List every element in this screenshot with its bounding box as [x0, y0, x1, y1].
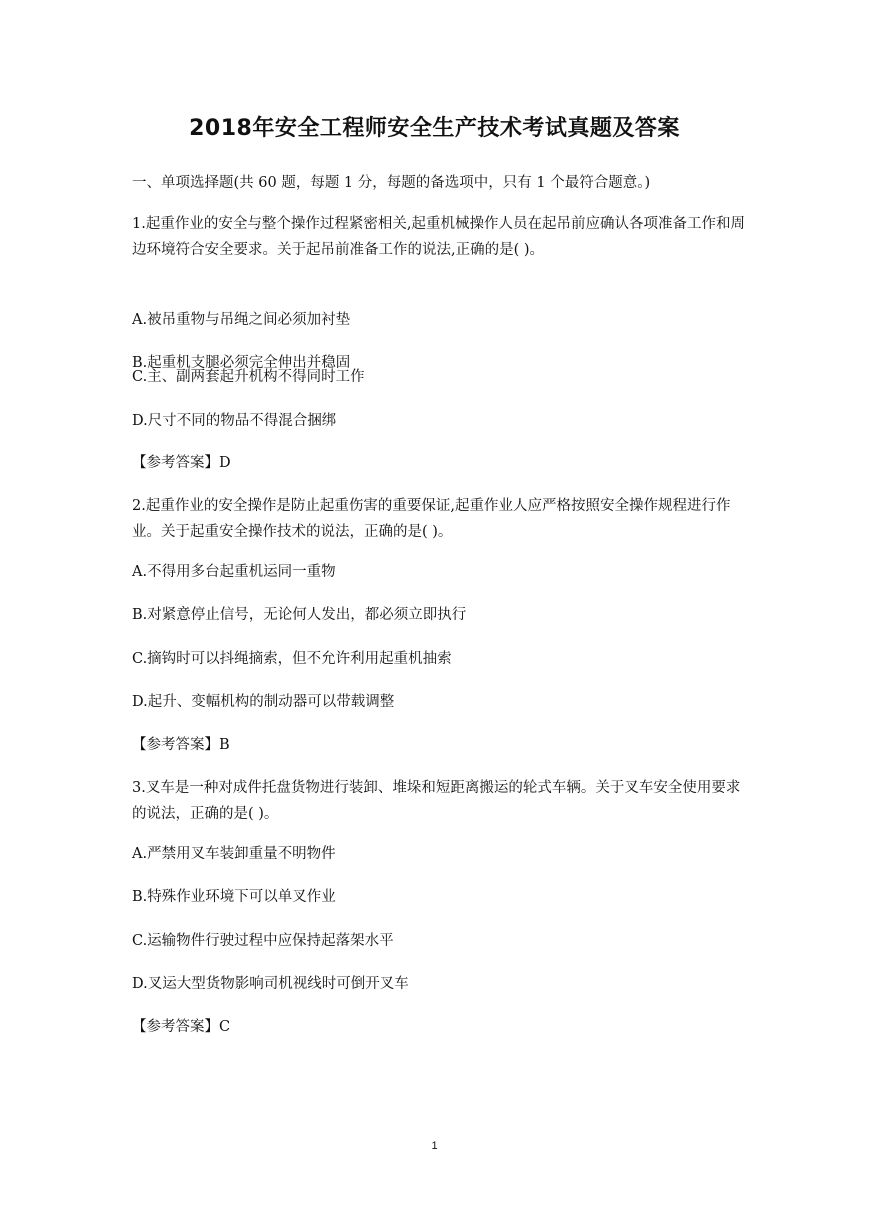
question-1-option-a: A.被吊重物与吊绳之间必须加衬垫	[132, 312, 351, 328]
question-3-stem: 3.叉车是一种对成件托盘货物进行装卸、堆垛和短距离搬运的轮式车辆。关于叉车安全使用要求的说法，正确的是( )。	[132, 780, 741, 822]
question-1-option-d: D.尺寸不同的物品不得混合捆绑	[132, 413, 337, 429]
question-1-stem: 1.起重作业的安全与整个操作过程紧密相关,起重机械操作人员在起吊前应确认各项准备工作和周边环境符合安全要求。关于起吊前准备工作的说法,正确的是( )。	[132, 216, 745, 258]
question-2-option-d: D.起升、变幅机构的制动器可以带载调整	[132, 694, 395, 710]
question-3-option-c: C.运输物件行驶过程中应保持起落架水平	[132, 933, 394, 949]
question-1-answer: 【参考答案】D	[132, 455, 231, 471]
question-2-answer: 【参考答案】B	[132, 737, 230, 753]
question-2-option-a: A.不得用多台起重机运同一重物	[132, 564, 336, 580]
question-2-option-b: B.对紧意停止信号，无论何人发出，都必须立即执行	[132, 607, 467, 623]
question-3-option-a: A.严禁用叉车装卸重量不明物件	[132, 846, 336, 862]
question-2-option-c: C.摘钩时可以抖绳摘索，但不允许利用起重机抽索	[132, 651, 452, 667]
page-number: 1	[431, 1140, 438, 1152]
document-title: 2018年安全工程师安全生产技术考试真题及答案	[189, 116, 680, 141]
question-3-option-d: D.叉运大型货物影响司机视线时可倒开叉车	[132, 976, 409, 992]
section-heading: 一、单项选择题(共 60 题，每题 1 分，每题的备选项中，只有 1 个最符合题意。)	[132, 175, 651, 191]
question-1-option-b: B.起重机支腿必须完全伸出并稳固	[132, 355, 351, 371]
question-3-option-b: B.特殊作业环境下可以单叉作业	[132, 889, 336, 905]
question-1-option-c: C.主、副两套起升机构不得同时工作	[132, 369, 365, 385]
question-3-answer: 【参考答案】C	[132, 1019, 231, 1035]
question-2-stem: 2.起重作业的安全操作是防止起重伤害的重要保证,起重作业人应严格按照安全操作规程进行作业。关于起重安全操作技术的说法，正确的是( )。	[132, 498, 731, 540]
